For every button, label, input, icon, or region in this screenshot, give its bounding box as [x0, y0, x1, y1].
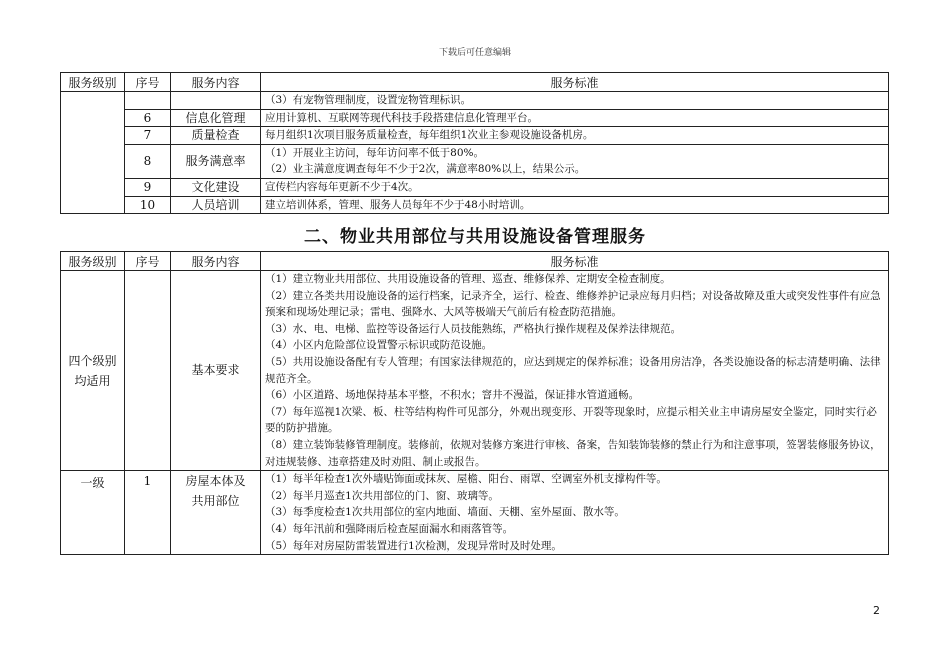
table-row — [61, 178, 889, 196]
standard-line: （4）小区内危险部位设置警示标识或防范设施。 — [265, 339, 493, 352]
header-standard: 服务标准 — [261, 252, 889, 271]
header-content: 服务内容 — [171, 252, 261, 271]
level-line: 均适用 — [74, 373, 111, 388]
standard-line: （2）建立各类共用设施设备的运行档案，记录齐全，运行、检查、维修养护记录应每月归档；对设备故障及重大或突发性事件有应急预案和现场处理记录；雷电、强降水、大风等极端天气前后有检查防范措施。 — [265, 289, 881, 319]
standard-line: （5）共用设施设备配有专人管理；有国家法律规范的，应达到规定的保养标准；设备用房洁净，各类设施设备的标志清楚明确、法律规范齐全。 — [265, 355, 881, 385]
standard-line: （3）水、电、电梯、监控等设备运行人员技能熟练，严格执行操作规程及保养法律规范。 — [265, 322, 682, 335]
standard-line: （3）有宠物管理制度，设置宠物管理标识。 — [265, 94, 472, 106]
header-seq: 序号 — [125, 252, 171, 271]
table-row — [61, 144, 889, 178]
standard-cell — [261, 178, 889, 196]
content-cell: 质量检查 — [171, 127, 261, 145]
content-cell — [171, 92, 261, 110]
header-level: 服务级别 — [61, 252, 125, 271]
standard-cell — [261, 92, 889, 110]
standard-line: （3）每季度检查1次共用部位的室内地面、墙面、天棚、室外屋面、散水等。 — [265, 506, 625, 519]
seq-cell: 8 — [125, 144, 171, 178]
standard-cell — [261, 109, 889, 127]
seq-cell: 1 — [125, 471, 171, 555]
content-cell: 基本要求 — [171, 271, 261, 471]
standard-line: （1）建立物业共用部位、共用设施设备的管理、巡查、维修保养、定期安全检查制度。 — [265, 273, 671, 285]
table-row — [61, 92, 889, 110]
standard-line: 宣传栏内容每年更新不少于4次。 — [265, 180, 419, 193]
standard-line: 建立培训体系，管理、服务人员每年不少于48小时培训。 — [265, 198, 531, 211]
standard-line: （5）每年对房屋防雷装置进行1次检测，发现异常时及时处理。 — [265, 539, 562, 552]
content-cell — [171, 471, 261, 555]
level-line: 四个级别 — [68, 353, 117, 368]
standard-line: （8）建立装饰装修管理制度。装修前，依规对装修方案进行审核、备案，告知装饰装修的禁止行为和注意事项，签署装修服务协议，对违规装修、违章搭建及时劝阻、制止或报告。 — [265, 438, 881, 468]
section-title: 二、物业共用部位与共用设施设备管理服务 — [304, 227, 646, 247]
watermark-text: 下载后可任意编辑 — [438, 48, 511, 58]
seq-cell: 7 — [125, 127, 171, 145]
table-row — [61, 127, 889, 145]
page-number: 2 — [873, 604, 880, 617]
standard-line: （2）每半月巡查1次共用部位的门、窗、玻璃等。 — [265, 489, 499, 502]
standard-cell — [261, 144, 889, 178]
level-cell — [61, 92, 125, 214]
standard-cell — [261, 471, 889, 555]
table-header-row — [61, 252, 889, 271]
standard-line: 应用计算机、互联网等现代科技手段搭建信息化管理平台。 — [265, 111, 538, 124]
header-standard: 服务标准 — [261, 73, 889, 92]
seq-cell: 10 — [125, 196, 171, 214]
content-cell: 文化建设 — [171, 178, 261, 196]
standard-line: （2）业主满意度调查每年不少于2次，满意率80%以上，结果公示。 — [265, 163, 586, 176]
standard-line: （1）每半年检查1次外墙贴饰面或抹灰、屋檐、阳台、雨罩、空调室外机支撑构件等。 — [265, 473, 667, 486]
standard-cell — [261, 271, 889, 471]
level-cell: 一级 — [61, 471, 125, 555]
common-facilities-table — [60, 251, 889, 555]
standard-cell — [261, 127, 889, 145]
seq-cell — [125, 271, 171, 471]
header-seq: 序号 — [125, 73, 171, 92]
table-row — [61, 471, 889, 555]
standard-line: （1）开展业主访问，每年访问率不低于80%。 — [265, 146, 485, 159]
header-level: 服务级别 — [61, 73, 125, 92]
standard-line: （4）每年汛前和强降雨后检查屋面漏水和雨落管等。 — [265, 522, 514, 535]
seq-cell: 9 — [125, 178, 171, 196]
table-header-row — [61, 73, 889, 92]
content-cell: 信息化管理 — [171, 109, 261, 127]
seq-cell: 6 — [125, 109, 171, 127]
table-row — [61, 196, 889, 214]
table-row — [61, 109, 889, 127]
standard-line: （7）每年巡视1次梁、板、柱等结构构件可见部分，外观出现变形、开裂等现象时，应提示相关业主申请房屋安全鉴定，同时实行必要的防护措施。 — [265, 405, 877, 435]
content-line: 共用部位 — [191, 494, 240, 509]
standard-line: 每月组织1次项目服务质量检查，每年组织1次业主参观设施设备机房。 — [265, 129, 594, 142]
service-table-continued — [60, 72, 889, 214]
content-line: 房屋本体及 — [185, 474, 246, 489]
table-row — [61, 271, 889, 471]
seq-cell — [125, 92, 171, 110]
standard-cell — [261, 196, 889, 214]
standard-line: （6）小区道路、场地保持基本平整，不积水；窨井不漫溢，保证排水管道通畅。 — [265, 389, 640, 402]
content-cell: 人员培训 — [171, 196, 261, 214]
content-cell: 服务满意率 — [171, 144, 261, 178]
header-content: 服务内容 — [171, 73, 261, 92]
level-cell — [61, 271, 125, 471]
